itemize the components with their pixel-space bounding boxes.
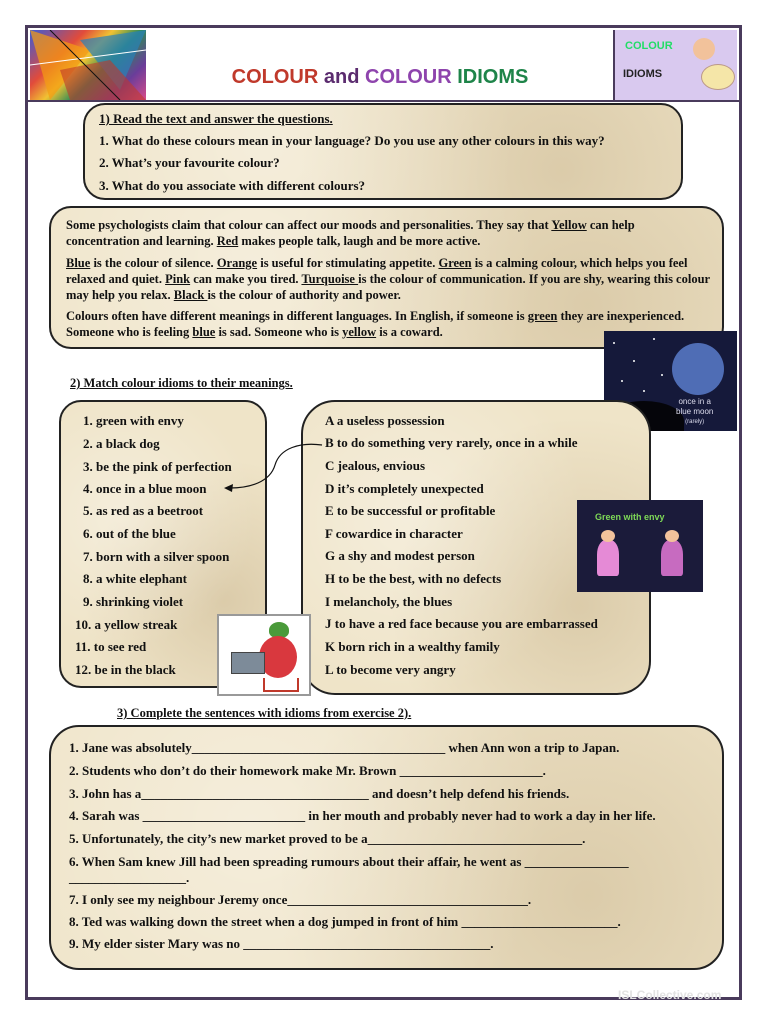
exercise-3-heading: 3) Complete the sentences with idioms from exercise 2). <box>117 706 412 720</box>
question-1: 1. What do these colours mean in your language? Do you use any other colours in this way? <box>99 133 605 148</box>
watermark: ISLCollective.com <box>618 988 722 1002</box>
meaning-item: C jealous, envious <box>325 458 426 473</box>
title-word-and: and <box>323 66 360 88</box>
sentence-item: 8. Ted was walking down the street when a dog jumped in front of him ________________________. <box>69 914 621 929</box>
logo-word: IDIOMS <box>623 68 663 80</box>
question-3: 3. What do you associate with different colours? <box>99 178 366 193</box>
princess-head-icon <box>601 530 615 542</box>
sentence-item: 4. Sarah was _________________________ in her mouth and probably never had to work a day in her life. <box>69 808 656 823</box>
sentence-item: 2. Students who don’t do their homework make Mr. Brown ______________________. <box>69 763 546 778</box>
idiom-item: 12. be in the black <box>75 662 176 677</box>
exercise-2-heading: 2) Match colour idioms to their meanings. <box>70 376 293 390</box>
idiom-item: 7. born with a silver spoon <box>83 549 230 564</box>
idiom-item: 9. shrinking violet <box>83 594 184 609</box>
reading-paragraph-2: Blue is the colour of silence. Orange is useful for stimulating appetite. Green is a calming colour, which helps you feel relaxed and quiet. Pink can make you tired. Turquoise is the colour of communication. If you are shy, wearing this colour may help you relax. Black is the colour of authority and power. <box>66 256 710 302</box>
abstract-art-graphic <box>30 30 146 100</box>
idiom-item: 5. as red as a beetroot <box>83 503 204 518</box>
idiom-item: 6. out of the blue <box>83 526 176 541</box>
idiom-item: 2. a black dog <box>83 436 160 451</box>
meaning-item: K born rich in a wealthy family <box>325 639 500 654</box>
sentence-item: 7. I only see my neighbour Jeremy once_____________________________________. <box>69 892 532 907</box>
beetroot-computer-image <box>217 614 311 696</box>
exercise-1-box <box>83 103 683 200</box>
idiom-item: 1. green with envy <box>83 413 184 428</box>
child-painter-icon <box>693 38 715 60</box>
meaning-item: B to do something very rarely, once in a while <box>325 435 578 450</box>
title-word-colour: COLOUR <box>231 66 319 88</box>
princess-figure-icon <box>597 540 619 576</box>
reading-paragraph-3: Colours often have different meanings in different languages. In English, if someone is green they are inexperienced. Someone who is feeling blue is sad. Someone who is yellow is a coward. <box>66 309 685 339</box>
idiom-item: 10. a yellow streak <box>75 617 178 632</box>
reading-paragraph-1: Some psychologists claim that colour can affect our moods and personalities. They say that Yellow can help concentration and learning. Red makes people talk, laugh and be more active. <box>66 218 635 248</box>
sentence-item: 9. My elder sister Mary was no ______________________________________. <box>69 936 494 951</box>
princess-figure-icon <box>661 540 683 576</box>
meaning-item: A a useless possession <box>325 413 445 428</box>
meaning-item: E to be successful or profitable <box>325 503 496 518</box>
logo-letters: COLOUR <box>625 40 673 52</box>
example-arrow-icon <box>220 440 330 500</box>
green-with-envy-caption: Green with envy <box>595 512 665 522</box>
reading-text-box <box>49 206 724 349</box>
laptop-icon <box>231 652 265 674</box>
meaning-item: I melancholy, the blues <box>325 594 453 609</box>
sentence-item: 6. When Sam knew Jill had been spreading rumours about their affair, he went as ________________ <box>69 854 629 869</box>
stool-icon <box>263 678 299 692</box>
title-word-idioms: IDIOMS <box>457 66 529 88</box>
meaning-item: G a shy and modest person <box>325 548 475 563</box>
idiom-item: 11. to see red <box>75 639 147 654</box>
idiom-item: 4. once in a blue moon <box>83 481 207 496</box>
abstract-art-image <box>30 30 146 100</box>
idiom-item: 3. be the pink of perfection <box>83 459 232 474</box>
idiom-item: 8. a white elephant <box>83 571 187 586</box>
exercise-1-heading: 1) Read the text and answer the questions. <box>99 111 333 126</box>
sentence-item-continued: __________________. <box>69 870 190 885</box>
meaning-item: L to become very angry <box>325 662 456 677</box>
meaning-item: H to be the best, with no defects <box>325 571 502 586</box>
page-title <box>150 66 610 89</box>
colour-idioms-logo <box>613 30 737 100</box>
question-2: 2. What’s your favourite colour? <box>99 155 280 170</box>
meaning-item: J to have a red face because you are embarrassed <box>325 616 598 631</box>
sentence-item: 5. Unfortunately, the city’s new market proved to be a_________________________________. <box>69 831 586 846</box>
title-word-colour-2: COLOUR <box>365 66 452 88</box>
green-with-envy-image <box>577 500 703 592</box>
moon-caption: once in a blue moon (rarely) <box>676 397 714 425</box>
sentence-item: 3. John has a___________________________________ and doesn’t help defend his friends. <box>69 786 570 801</box>
princess-head-icon <box>665 530 679 542</box>
palette-icon <box>701 64 735 90</box>
meaning-item: F cowardice in character <box>325 526 463 541</box>
meaning-item: D it’s completely unexpected <box>325 481 484 496</box>
sentence-item: 1. Jane was absolutely_______________________________________ when Ann won a trip to Japan. <box>69 740 620 755</box>
exercise-3-box <box>49 725 724 970</box>
